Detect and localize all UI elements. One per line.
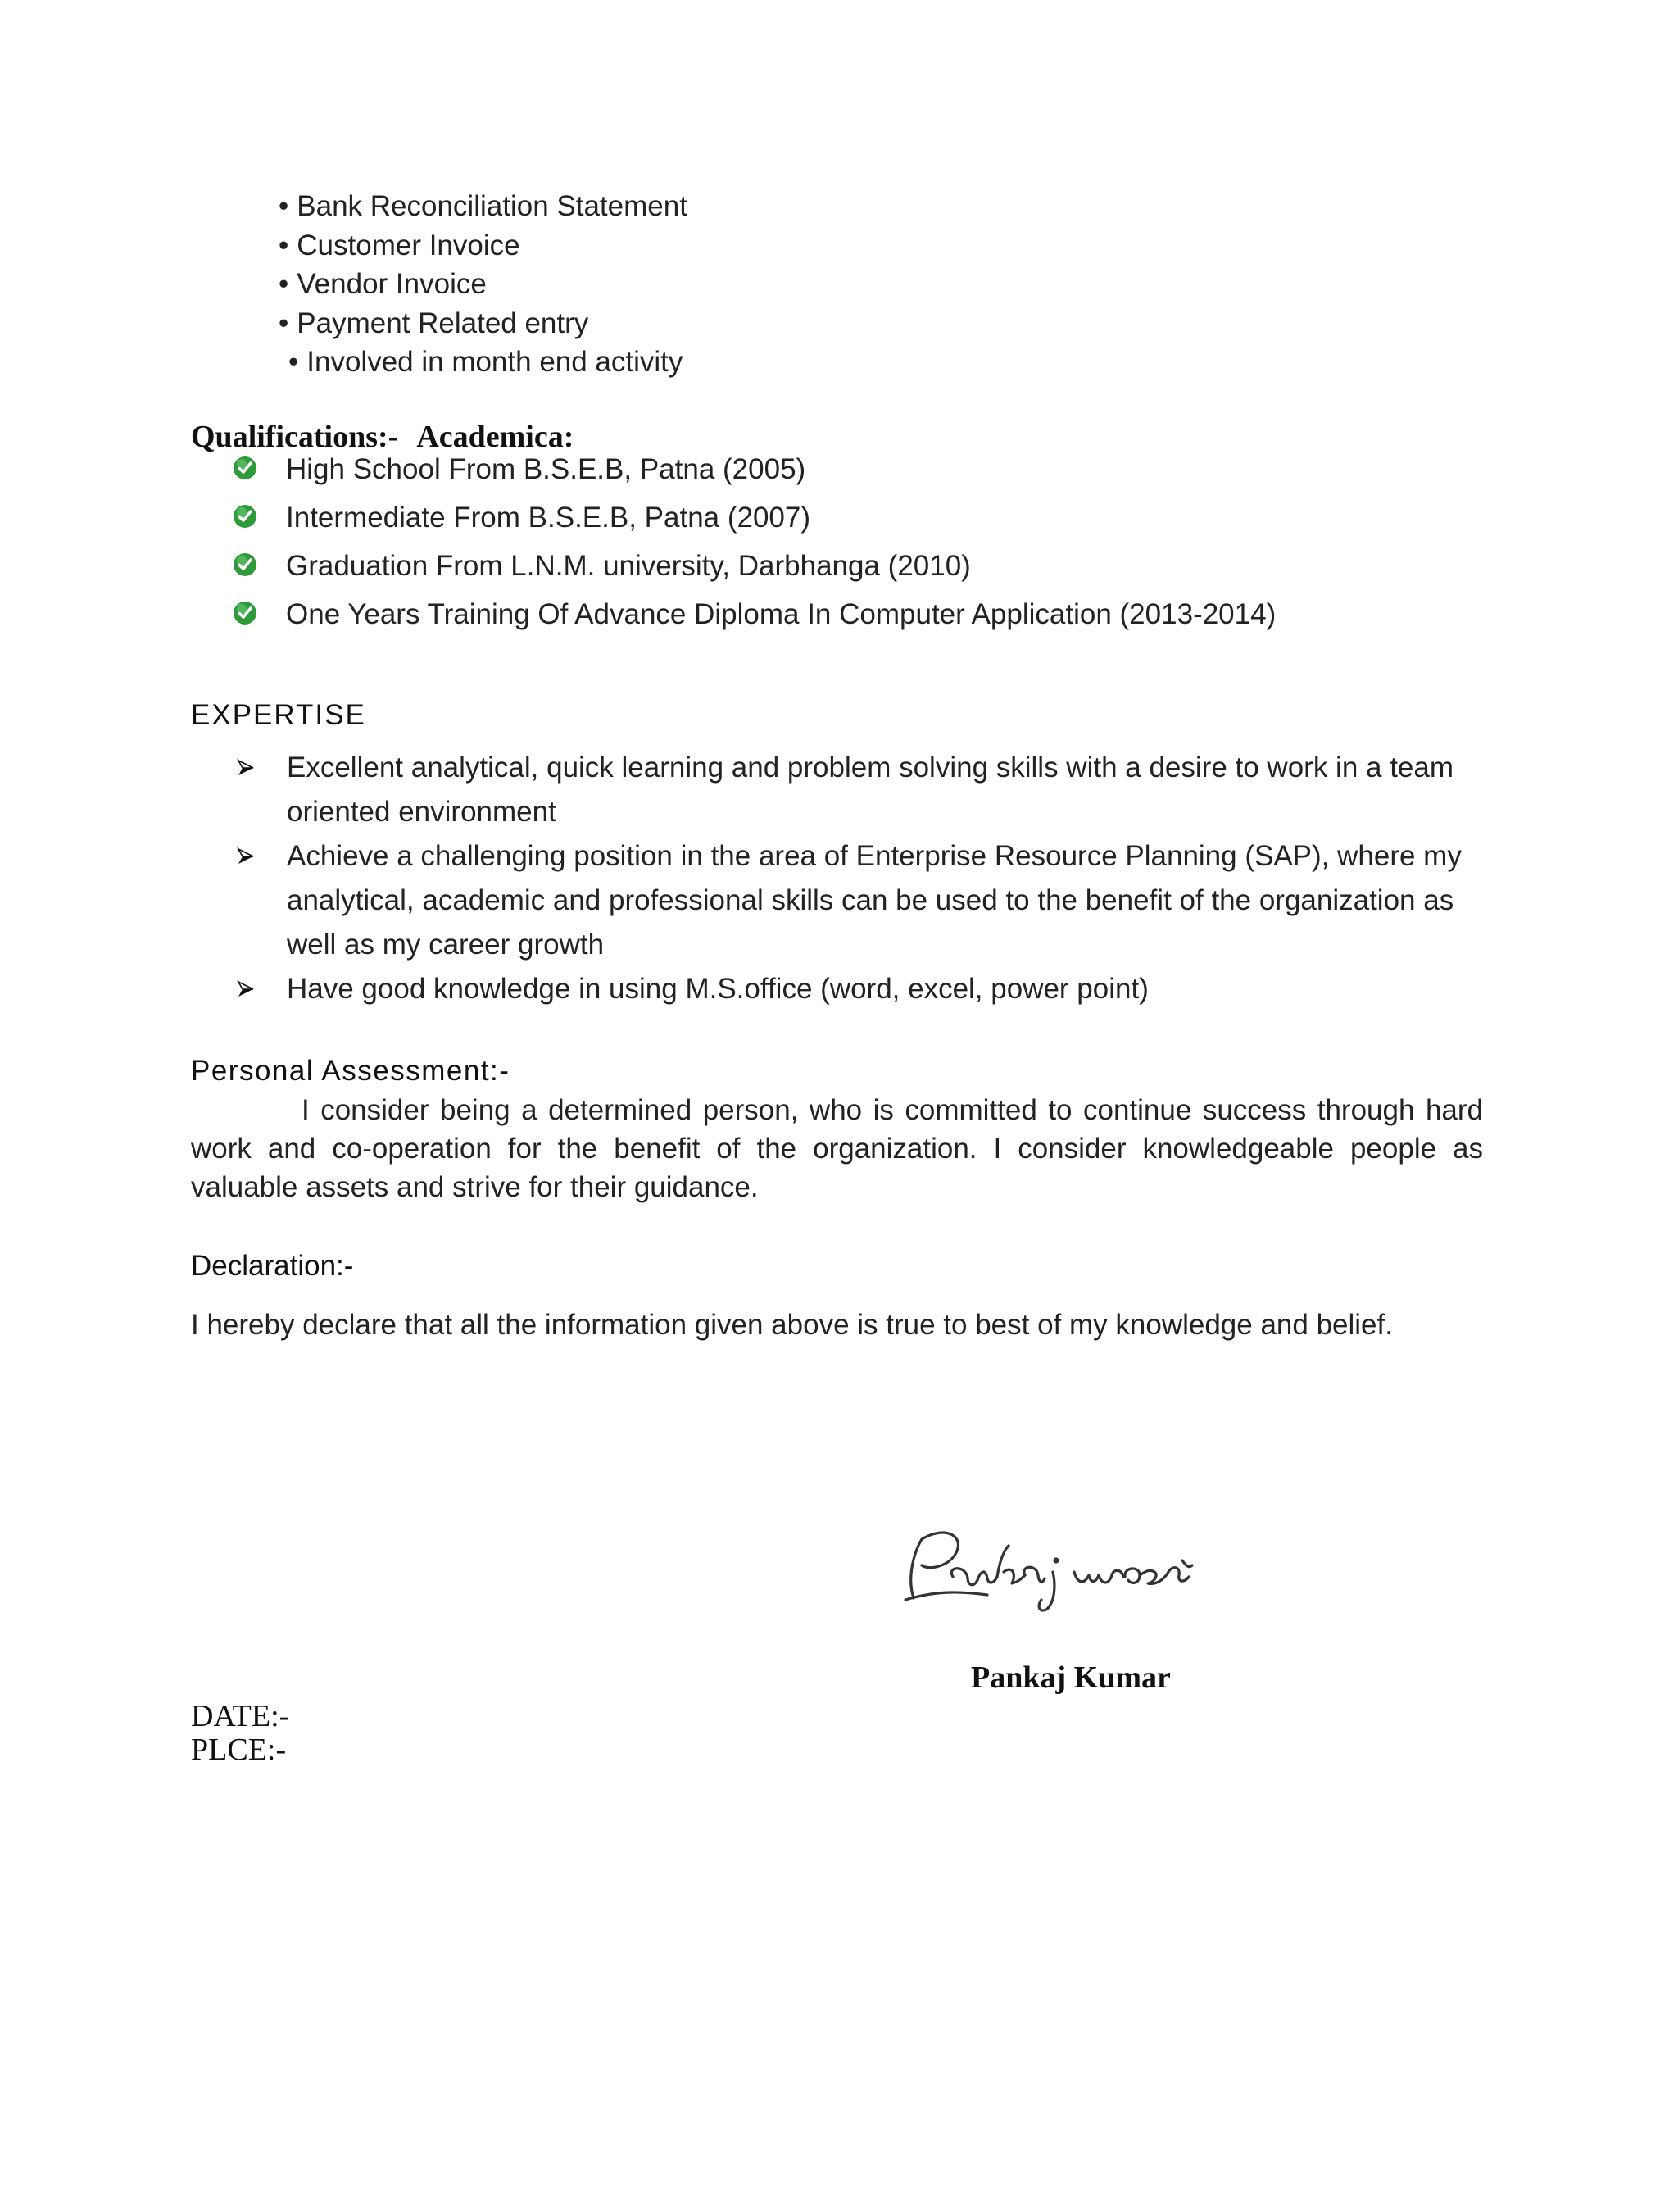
task-text: Payment Related entry <box>297 307 589 339</box>
date-label: DATE:- <box>191 1699 290 1733</box>
bullet-icon: • <box>279 190 289 222</box>
qualification-text: Graduation From L.N.M. university, Darbhanga (2010) <box>286 550 971 582</box>
signature-text: Pankaj Kumar <box>889 1508 894 1509</box>
list-item <box>232 598 1276 647</box>
task-text: Customer Invoice <box>297 229 520 261</box>
qualification-text: One Years Training Of Advance Diploma In Computer Application (2013-2014) <box>286 598 1277 630</box>
qualifications-label: Qualifications:- <box>191 420 399 454</box>
list-item <box>279 265 687 304</box>
qualification-text: Intermediate From B.S.E.B, Patna (2007) <box>286 502 811 534</box>
task-text: Involved in month end activity <box>306 346 683 378</box>
task-text: Vendor Invoice <box>297 268 487 300</box>
list-item <box>279 304 687 343</box>
qualifications-heading <box>191 419 574 455</box>
expertise-text: Have good knowledge in using M.S.office (word, excel, power point) <box>287 973 1149 1005</box>
arrowhead-bullet-icon <box>236 847 256 866</box>
task-text: Bank Reconciliation Statement <box>297 190 687 222</box>
bullet-icon: • <box>279 268 289 300</box>
assessment-paragraph <box>191 1091 1483 1206</box>
expertise-heading: EXPERTISE <box>191 699 366 731</box>
list-item <box>279 187 687 226</box>
expertise-text: Achieve a challenging position in the area of Enterprise Resource Planning (SAP), where my analytical, academic and professional skills can be used to the benefit of the organization as well as my career growth <box>287 840 1462 961</box>
declaration-heading: Declaration:- <box>191 1250 354 1282</box>
list-item <box>232 453 1276 502</box>
bullet-icon: • <box>288 346 299 378</box>
declaration-text: I hereby declare that all the information given above is true to best of my knowledge and belief. <box>191 1309 1393 1341</box>
list-item <box>236 834 1481 967</box>
expertise-text: Excellent analytical, quick learning and problem solving skills with a desire to work in a team oriented environment <box>287 752 1454 828</box>
list-item <box>236 746 1481 834</box>
list-item <box>236 967 1481 1011</box>
qualification-text: High School From B.S.E.B, Patna (2005) <box>286 453 806 485</box>
check-circle-icon <box>232 503 258 529</box>
bullet-icon: • <box>279 307 289 339</box>
bullet-icon: • <box>279 229 289 261</box>
check-circle-icon <box>232 455 258 481</box>
place-label: PLCE:- <box>191 1733 287 1767</box>
task-list <box>279 187 687 382</box>
check-circle-icon <box>232 600 258 626</box>
list-item <box>232 550 1276 598</box>
assessment-text: I consider being a determined person, who is committed to continue success through hard work and co-operation for the benefit of the organization. I consider knowledgeable people as valuable assets and strive for their guidance. <box>191 1094 1483 1203</box>
academica-label: Academica: <box>416 420 574 454</box>
arrowhead-bullet-icon <box>236 758 256 778</box>
assessment-heading: Personal Assessment:- <box>191 1055 510 1087</box>
list-item <box>232 502 1276 550</box>
check-circle-icon <box>232 552 258 578</box>
qualification-list <box>232 453 1276 647</box>
list-item <box>279 226 687 266</box>
expertise-list <box>236 746 1481 1011</box>
arrowhead-bullet-icon <box>236 979 256 999</box>
signature-image <box>889 1508 1233 1623</box>
signatory-name: Pankaj Kumar <box>971 1660 1171 1695</box>
list-item <box>288 343 687 382</box>
